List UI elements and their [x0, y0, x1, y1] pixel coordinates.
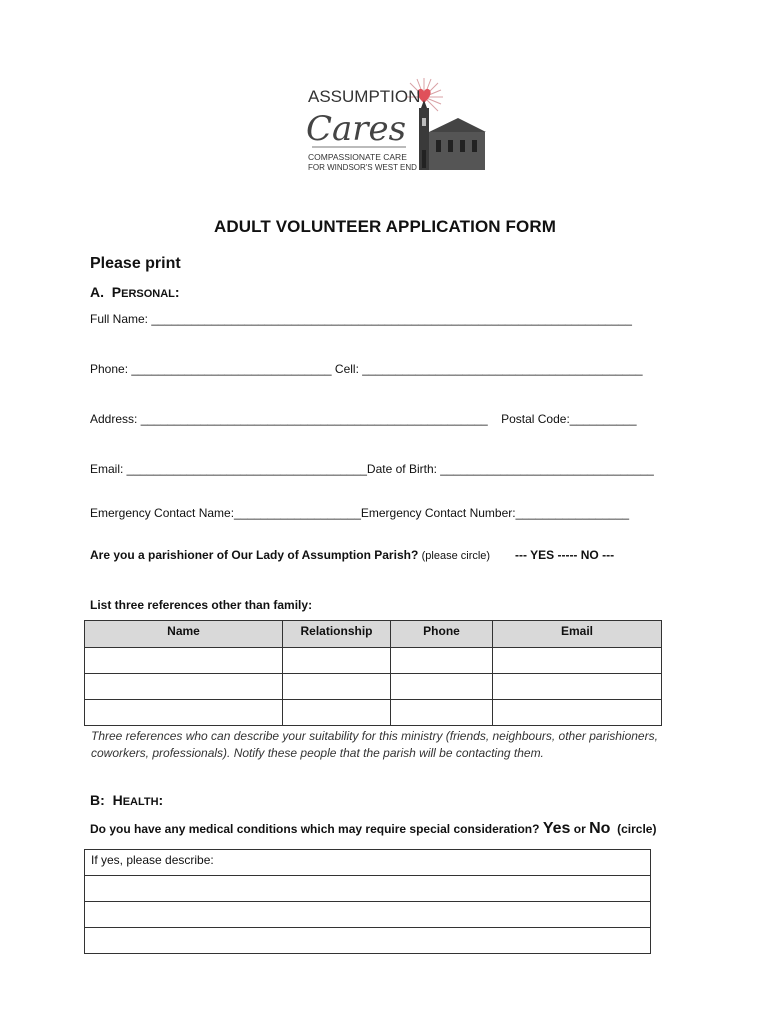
- reference-phone-cell[interactable]: [391, 648, 493, 674]
- reference-phone-cell[interactable]: [391, 674, 493, 700]
- column-header: Email: [493, 621, 662, 648]
- full-name-field[interactable]: Full Name: ________________________________________________________________________: [90, 312, 632, 326]
- table-row: [85, 902, 651, 928]
- parishioner-answer[interactable]: --- YES ----- NO ---: [515, 548, 615, 562]
- reference-email-cell[interactable]: [493, 674, 662, 700]
- section-a-heading: A. PERSONAL:: [90, 284, 180, 300]
- describe-label[interactable]: If yes, please describe:: [85, 850, 651, 876]
- describe-line[interactable]: [85, 928, 651, 954]
- reference-name-cell[interactable]: [85, 700, 283, 726]
- reference-name-cell[interactable]: [85, 648, 283, 674]
- logo-line3: COMPASSIONATE CARE: [308, 152, 407, 162]
- table-row: [85, 648, 662, 674]
- table-row: [85, 850, 651, 876]
- health-describe-box: [84, 849, 651, 954]
- table-row: [85, 876, 651, 902]
- emergency-contact-field[interactable]: Emergency Contact Name:___________________Emergency Contact Number:_________________: [90, 506, 630, 520]
- references-intro: List three references other than family:: [90, 598, 313, 612]
- logo-line2: Cares: [306, 109, 407, 149]
- column-header: Phone: [391, 621, 493, 648]
- yes-option[interactable]: Yes: [542, 820, 571, 837]
- form-title: ADULT VOLUNTEER APPLICATION FORM: [214, 217, 556, 236]
- describe-line[interactable]: [85, 902, 651, 928]
- reference-email-cell[interactable]: [493, 700, 662, 726]
- reference-relationship-cell[interactable]: [283, 648, 391, 674]
- table-row: [85, 674, 662, 700]
- reference-email-cell[interactable]: [493, 648, 662, 674]
- logo-line1: ASSUMPTION: [308, 87, 421, 106]
- health-question: Do you have any medical conditions which may require special consideration? Yes or No (circle): [90, 820, 657, 837]
- table-row: [85, 700, 662, 726]
- references-table: [84, 620, 662, 726]
- column-header: Relationship: [283, 621, 391, 648]
- reference-relationship-cell[interactable]: [283, 674, 391, 700]
- logo-line4: FOR WINDSOR'S WEST END: [308, 163, 417, 172]
- table-header-row: [85, 621, 662, 648]
- describe-line[interactable]: [85, 876, 651, 902]
- no-option[interactable]: No: [589, 820, 611, 837]
- phone-cell-field[interactable]: Phone: ______________________________ Cell: __________________________________________: [90, 362, 643, 376]
- reference-relationship-cell[interactable]: [283, 700, 391, 726]
- reference-name-cell[interactable]: [85, 674, 283, 700]
- email-dob-field[interactable]: Email: ____________________________________Date of Birth: ________________________________: [90, 462, 654, 476]
- table-row: [85, 928, 651, 954]
- address-postal-field[interactable]: Address: ____________________________________________________ Postal Code:__________: [90, 412, 637, 426]
- section-b-heading: B: HEALTH:: [90, 792, 164, 808]
- column-header: Name: [85, 621, 283, 648]
- assumption-cares-logo: [298, 70, 488, 180]
- references-note: Three references who can describe your suitability for this ministry (friends, neighbours, other parishioners, coworkers, professionals). Notify these people that the parish will be contacting them.: [91, 729, 658, 760]
- parishioner-question: Are you a parishioner of Our Lady of Assumption Parish? (please circle): [90, 548, 491, 562]
- please-print-heading: Please print: [90, 255, 181, 272]
- church-icon: [419, 100, 486, 170]
- reference-phone-cell[interactable]: [391, 700, 493, 726]
